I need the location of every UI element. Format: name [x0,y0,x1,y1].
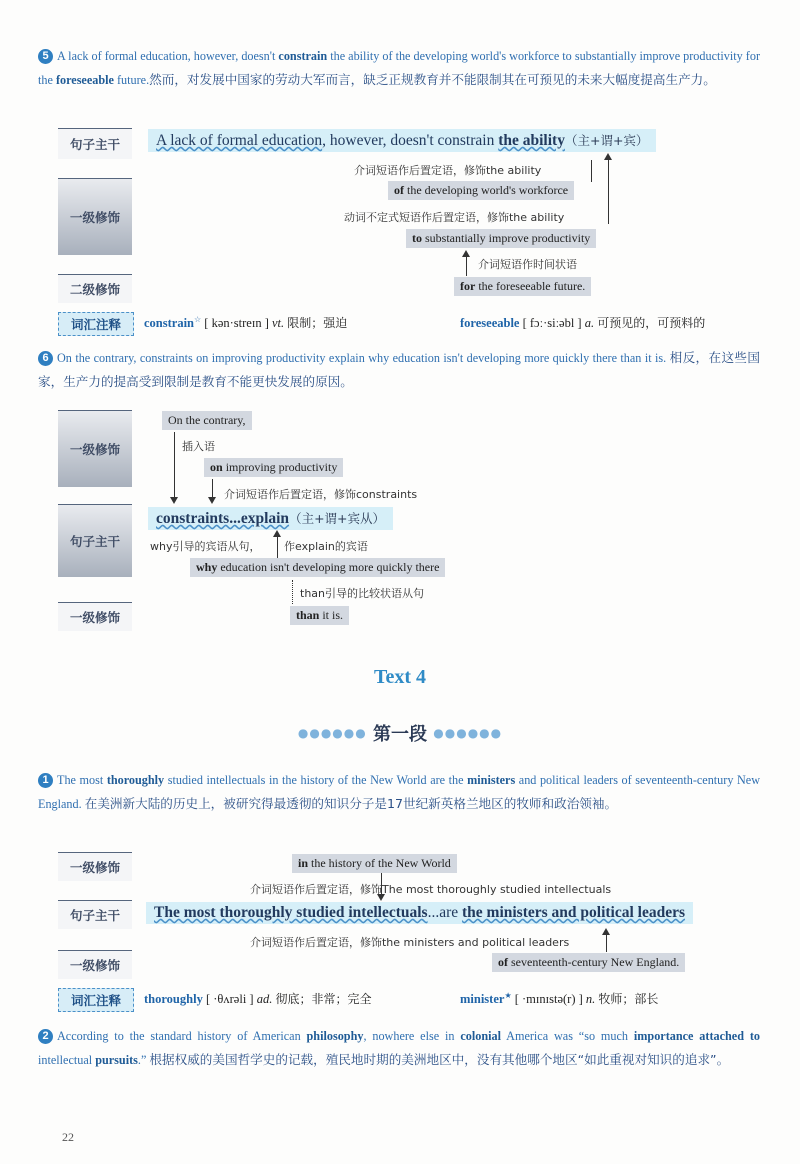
paragraph-number: 6 [38,351,53,366]
text-title: Text 4 [373,666,427,688]
arrow-up-icon [462,250,470,257]
connector-line [608,160,609,224]
label-level1: 一级修饰 [58,602,132,631]
modifier-box: on improving productivity [204,458,343,477]
label-main-clause: 句子主干 [58,900,132,929]
keyword: foreseeable [55,73,114,87]
vocab-entry-thoroughly: thoroughly [ ·θʌrəli ] ad. 彻底；非常；完全 [144,992,372,1006]
arrow-up-icon [604,153,612,160]
annotation: 介词短语作时间状语 [478,258,577,271]
main-clause: A lack of formal education, however, doesn't constrain the ability（主+谓+宾） [148,129,656,152]
keyword: ministers [467,773,516,787]
keyword: thoroughly [106,773,165,787]
connector-line [292,580,293,604]
translation: 在美洲新大陆的历史上，被研究得最透彻的知识分子是17世纪新英格兰地区的牧师和政治领袖。 [84,796,618,811]
keyword: colonial [460,1029,501,1043]
label-main-clause: 句子主干 [58,128,132,159]
arrow-down-icon [170,497,178,504]
dots-decoration-icon: ●●●●●● [433,726,503,740]
modifier-box: than it is. [290,606,349,625]
paragraph-number: 1 [38,773,53,788]
modifier-box: why education isn't developing more quickly there [190,558,445,577]
translation: 根据权威的美国哲学史的记载，殖民地时期的美洲地区中，没有其他哪个地区“如此重视对知识的追求”。 [149,1052,730,1067]
section-title: ●●●●●● 第一段 ●●●●●● [297,724,503,745]
label-vocabulary: 词汇注释 [58,988,134,1012]
connector-line [591,160,592,182]
annotation: why引导的宾语从句， [150,540,261,553]
translation: 相反，在这些国家，生产力的提高受到限制是教育不能更快发展的原因。 [38,350,760,389]
keyword: philosophy [306,1029,364,1043]
keyword: pursuits [95,1053,138,1067]
keyword: importance attached to [633,1029,761,1043]
modifier-box: for the foreseeable future. [454,277,591,296]
paragraph-number: 5 [38,49,53,64]
page-number: 22 [62,1130,74,1144]
label-level1: 一级修饰 [58,852,132,881]
arrow-up-icon [273,530,281,537]
paragraph-6: 6 On the contrary, constraints on improving productivity explain why education isn't developing more quickly there than it is. 相反，在这些国家，生产力的提高受到限制是教育不能更快发展的原因。 [38,350,760,389]
paragraph-5: 5 A lack of formal education, however, doesn't constrain the ability of the developing world's workforce to substantially improve productivity for the foreseeable future.然而，对发展中国家的劳动大军而言，缺乏正规教育并不能限制其在可预见的未来大幅度提高生产力。 [38,49,760,87]
arrow-up-icon [602,928,610,935]
vocab-entry-foreseeable: foreseeable [ fɔː·siːəbl ] a. 可预见的，可预料的 [460,316,706,330]
label-vocabulary: 词汇注释 [58,312,134,336]
label-level1: 一级修饰 [58,178,132,255]
vocab-entry-minister: minister★ [ ·mɪnɪstə(r) ] n. 牧师；部长 [460,990,659,1006]
label-main-clause: 句子主干 [58,504,132,577]
connector-line [174,432,175,498]
annotation: than引导的比较状语从句 [300,587,424,600]
main-clause: The most thoroughly studied intellectuals...are the ministers and political leaders [146,902,693,924]
dots-decoration-icon: ●●●●●● [297,726,367,740]
modifier-box: of seventeenth-century New England. [492,953,685,972]
vocab-entry-constrain: constrain☆ [ kən·streɪn ] vt. 限制；强迫 [144,314,348,330]
annotation: 插入语 [182,440,215,453]
annotation: 介词短语作后置定语，修饰the ability [354,164,542,177]
paragraph-number: 2 [38,1029,53,1044]
annotation: 介词短语作后置定语，修饰constraints [224,488,418,501]
text4-paragraph-1: 1 The most thoroughly studied intellectuals in the history of the New World are the ministers and political leaders of seventeenth-century New England. 在美洲新大陆的历史上，被研究得最透彻的知识分子是17世纪新英格兰地区的牧师和政治领袖。 [38,773,761,811]
label-level1: 一级修饰 [58,950,132,979]
annotation: 介词短语作后置定语，修饰The most thoroughly studied intellectuals [250,883,612,896]
modifier-box: to substantially improve productivity [406,229,596,248]
translation: 然而，对发展中国家的劳动大军而言，缺乏正规教育并不能限制其在可预见的未来大幅度提高生产力。 [149,72,716,87]
annotation: 作explain的宾语 [284,540,368,553]
arrow-down-icon [208,497,216,504]
modifier-box: On the contrary, [162,411,252,430]
modifier-box: of the developing world's workforce [388,181,574,200]
label-level2: 二级修饰 [58,274,132,303]
connector-line [212,479,213,499]
text4-paragraph-2: 2 According to the standard history of American philosophy, nowhere else in colonial America was “so much importance attached to intellectual pursuits.” 根据权威的美国哲学史的记载，殖民地时期的美洲地区中，没有其他哪个地区“如此重视对知识的追求”。 [38,1029,761,1067]
modifier-box: in the history of the New World [292,854,457,873]
main-clause: constraints...explain（主+谓+宾从） [148,507,393,530]
annotation: 介词短语作后置定语，修饰the ministers and political leaders [250,936,570,949]
label-level1: 一级修饰 [58,410,132,487]
annotation: 动词不定式短语作后置定语，修饰the ability [344,211,565,224]
keyword: constrain [278,49,328,63]
